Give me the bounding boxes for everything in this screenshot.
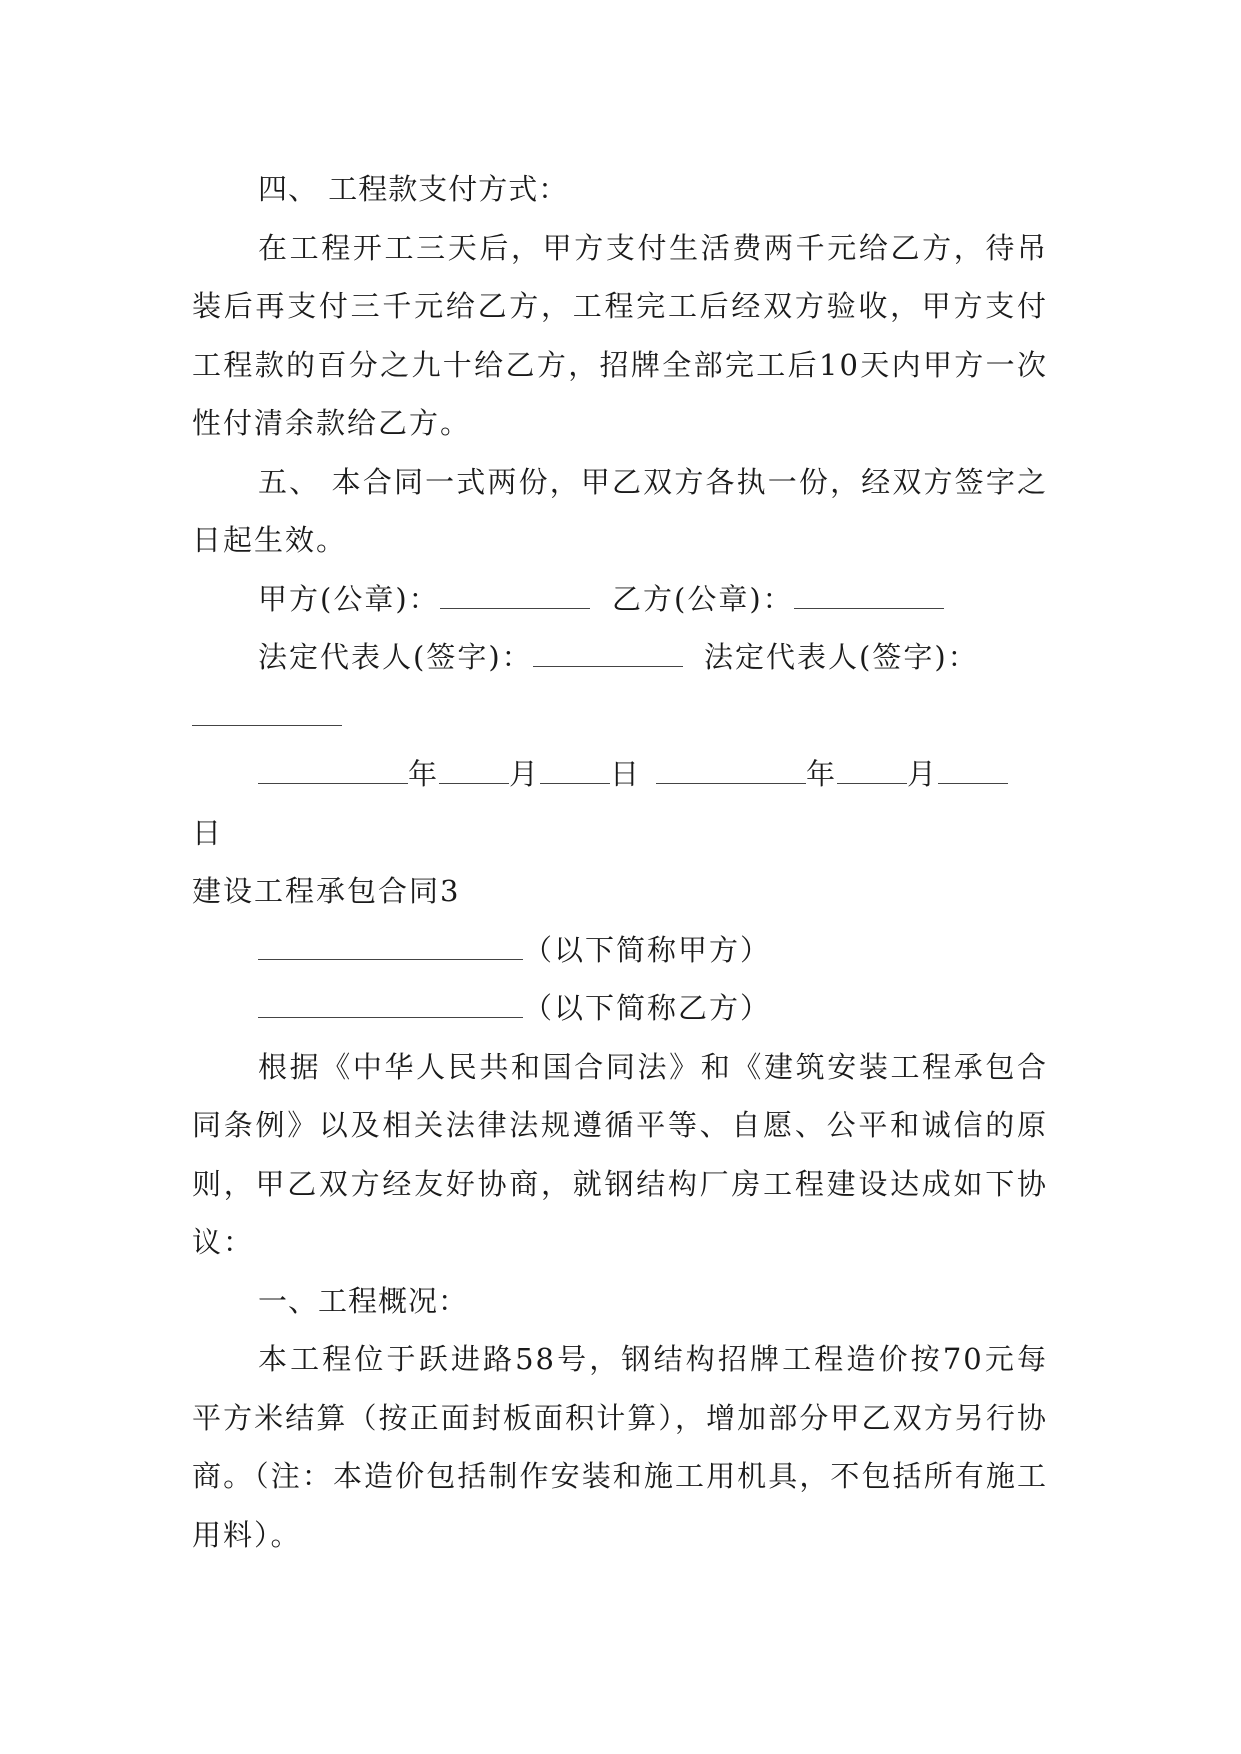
month-label: 月 <box>907 757 939 791</box>
party-a-definition <box>192 921 1048 980</box>
party-b-representative <box>704 628 1048 687</box>
section-4-heading: 四、 工程款支付方式： <box>258 172 569 206</box>
party-b-rep-label: 法定代表人(签字)： <box>704 640 979 674</box>
seal-line <box>192 570 1048 629</box>
party-a-definition-content <box>192 921 771 980</box>
date-line <box>192 745 1048 804</box>
date-day-blank <box>938 759 1008 784</box>
party-a-name-blank <box>258 935 523 960</box>
party-b-definition-content <box>192 979 771 1038</box>
year-label: 年 <box>806 757 838 791</box>
day-label: 日 <box>610 757 642 791</box>
party-a-seal <box>192 570 612 629</box>
date-month-blank <box>837 759 907 784</box>
contract-preamble: 根据《中华人民共和国合同法》和《建筑安装工程承包合同条例》以及相关法律法规遵循平等、自愿、公平和诚信的原则，甲乙双方经友好协商，就钢结构厂房工程建设达成如下协议： <box>192 1049 1048 1259</box>
section-5-body: 五、 本合同一式两份，甲乙双方各执一份，经双方签字之日起生效。 <box>192 464 1048 557</box>
party-b-rep-blank-line <box>192 687 1048 746</box>
representative-line <box>192 628 1048 687</box>
party-b-seal-blank <box>794 584 944 609</box>
party-b-seal-label: 乙方(公章)： <box>612 581 794 616</box>
party-a-seal-label: 甲方(公章)： <box>258 581 440 616</box>
month-label: 月 <box>509 757 541 791</box>
party-a-date <box>192 745 656 804</box>
party-a-seal-blank <box>440 584 590 609</box>
party-a-representative <box>192 628 704 687</box>
party-b-date <box>656 745 1048 804</box>
date-month-blank <box>439 759 509 784</box>
document-body <box>192 160 1048 1564</box>
section-1-body: 本工程位于跃进路58号，钢结构招牌工程造价按70元每平方米结算（按正面封板面积计算），增加部分甲乙双方另行协商。（注：本造价包括制作安装和施工用机具，不包括所有施工用料）。 <box>192 1342 1048 1552</box>
party-b-suffix: （以下简称乙方） <box>523 991 772 1025</box>
party-b-name-blank <box>258 993 523 1018</box>
date-day-blank <box>540 759 610 784</box>
day-label: 日 <box>192 815 224 850</box>
section-4-body: 在工程开工三天后，甲方支付生活费两千元给乙方，待吊装后再支付三千元给乙方，工程完工后经双方验收，甲方支付工程款的百分之九十给乙方，招牌全部完工后10天内甲方一次性付清余款给乙方。 <box>192 230 1048 440</box>
party-a-rep-label: 法定代表人(签字)： <box>258 640 533 674</box>
party-b-seal <box>612 570 1048 629</box>
year-label: 年 <box>408 757 440 791</box>
party-a-rep-blank <box>533 642 683 667</box>
party-b-day-line <box>192 804 1048 863</box>
section-1-heading: 一、工程概况： <box>258 1283 469 1318</box>
party-a-suffix: （以下简称甲方） <box>523 932 772 967</box>
party-b-definition <box>192 979 1048 1038</box>
contract-3-title: 建设工程承包合同3 <box>192 874 461 908</box>
date-year-blank <box>656 759 806 784</box>
party-b-rep-blank <box>192 701 342 726</box>
date-year-blank <box>258 759 408 784</box>
